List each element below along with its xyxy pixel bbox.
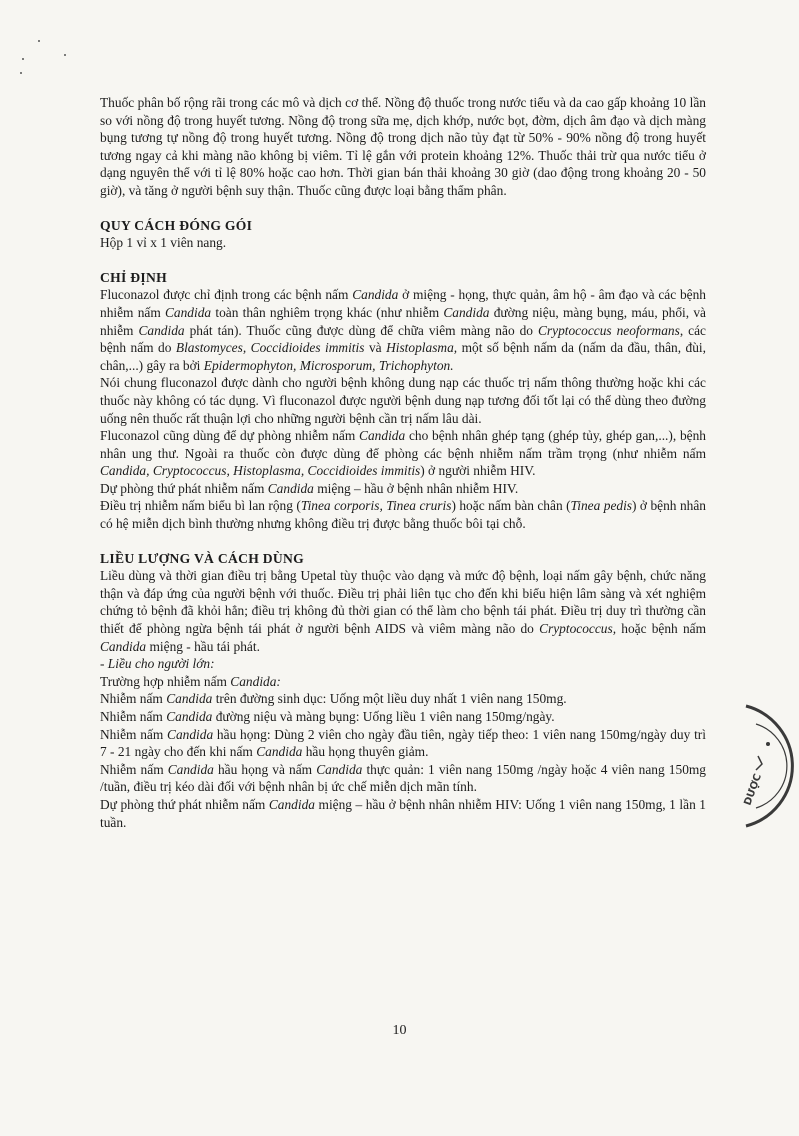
heading-packaging: QUY CÁCH ĐÓNG GÓI <box>100 217 253 233</box>
label-candida-cases: Trường hợp nhiễm nấm Candida: <box>100 673 281 689</box>
document-page <box>100 94 706 831</box>
dose-line-genital: Nhiễm nấm Candida trên đường sinh dục: Uống một liều duy nhất 1 viên nang 150mg. <box>100 691 567 707</box>
paragraph-indications-4: Dự phòng thứ phát nhiễm nấm Candida miệng – hầu ở bệnh nhân nhiễm HIV. <box>100 480 519 496</box>
scan-speck <box>20 72 22 74</box>
scan-speck <box>22 58 24 60</box>
dose-line-hiv-prophylaxis: Dự phòng thứ phát nhiễm nấm Candida miệng – hầu ở bệnh nhân nhiễm HIV: Uống 1 viên nang 150mg, 1 lần 1 tuần. <box>100 796 706 830</box>
paragraph-packaging: Hộp 1 vỉ x 1 viên nang. <box>100 235 227 251</box>
paragraph-indications-2: Nói chung fluconazol được dành cho người bệnh không dung nạp các thuốc trị nấm thông thường hoặc khi các thuốc này không có tác dụng. Vì fluconazol được người bệnh dung nạp tương đối tốt lại có thể dùng theo đường uống nên thuốc rất thuận lợi cho những người bệnh cần trị nấm lâu dài. <box>100 375 706 426</box>
heading-dosage: LIỀU LƯỢNG VÀ CÁCH DÙNG <box>100 550 305 566</box>
paragraph-dosage-1: Liều dùng và thời gian điều trị bằng Upetal tùy thuộc vào dạng và mức độ bệnh, loại nấm gây bệnh, chức năng thận và đáp ứng của người bệnh với thuốc. Điều trị phải liên tục cho đến khi biểu hiện lâm sàng và xét nghiệm chứng tỏ bệnh đã khỏi hẳn; điều trị không đủ thời gian có thể làm cho bệnh tái phát. Điều trị duy trì thường cần thiết để phòng ngừa bệnh tái phát ở người bệnh AIDS và viêm màng não do Cryptococcus, hoặc bệnh nấm Candida miệng - hầu tái phát. <box>100 568 706 654</box>
dose-line-urinary: Nhiễm nấm Candida đường niệu và màng bụng: Uống liều 1 viên nang 150mg/ngày. <box>100 709 555 724</box>
heading-indications: CHỈ ĐỊNH <box>100 269 167 285</box>
stamp-text: DƯỢC <box>742 772 765 808</box>
label-adult-dose: - Liều cho người lớn: <box>100 656 215 672</box>
paragraph-indications-1: Fluconazol được chỉ định trong các bệnh nấm Candida ở miệng - họng, thực quản, âm hộ - âm đạo và các bệnh nhiễm nấm Candida toàn thân nghiêm trọng khác (như nhiễm Candida đường niệu, màng bụng, máu, phổi, và nhiễm Candida phát tán). Thuốc cũng được dùng để chữa viêm màng não do Cryptococcus neoformans, các bệnh nấm do Blastomyces, Coccidioides immitis và Histoplasma, một số bệnh nấm da (nấm da đầu, thân, đùi, chân,...) gây ra bởi Epidermophyton, Microsporum, Trichophyton. <box>100 287 706 373</box>
stamp-seal-icon <box>728 696 799 836</box>
paragraph-indications-5: Điều trị nhiễm nấm biểu bì lan rộng (Tinea corporis, Tinea cruris) hoặc nấm bàn chân (Tinea pedis) ở bệnh nhân có hệ miễn dịch bình thường nhưng không điều trị được bằng thuốc bôi tại chỗ. <box>100 498 706 532</box>
paragraph-indications-3: Fluconazol cũng dùng để dự phòng nhiễm nấm Candida cho bệnh nhân ghép tạng (ghép tủy, ghép gan,...), bệnh nhân ung thư. Ngoài ra thuốc còn được dùng để phòng các bệnh nhiễm nấm trầm trọng (như nhiễm nấm Candida, Cryptococcus, Histoplasma, Coccidioides immitis) ở người nhiễm HIV. <box>100 428 707 479</box>
page-number: 10 <box>392 1023 407 1038</box>
paragraph-distribution: Thuốc phân bố rộng rãi trong các mô và dịch cơ thể. Nồng độ thuốc trong nước tiểu và da cao gấp khoảng 10 lần so với nồng độ trong huyết tương. Nồng độ trong sữa mẹ, dịch khớp, nước bọt, đờm, dịch âm đạo và dịch màng bụng tương tự nồng độ trong huyết tương. Nồng độ trong dịch não tủy đạt từ 50% - 90% nồng độ trong huyết tương ngay cả khi màng não không bị viêm. Tỉ lệ gắn với protein khoảng 12%. Thuốc thải trừ qua nước tiểu ở dạng nguyên thể với tỉ lệ 80% hoặc cao hơn. Thời gian bán thải khoảng 30 giờ (dao động trong khoảng 20 - 50 giờ), và tăng ở người bệnh suy thận. Thuốc cũng được loại bằng thẩm phân. <box>100 95 706 198</box>
scan-speck <box>38 40 40 42</box>
scan-speck <box>64 54 66 56</box>
dose-line-esophageal: Nhiễm nấm Candida hầu họng và nấm Candida thực quản: 1 viên nang 150mg /ngày hoặc 4 viên nang 150mg /tuần, điều trị kéo dài đối với bệnh nhân bị ức chế miễn dịch mãn tính. <box>100 761 706 795</box>
dose-line-oropharyngeal: Nhiễm nấm Candida hầu họng: Dùng 2 viên cho ngày đầu tiên, ngày tiếp theo: 1 viên nang 150mg/ngày duy trì 7 - 21 ngày cho đến khi nấm Candida hầu họng thuyên giảm. <box>100 726 706 760</box>
